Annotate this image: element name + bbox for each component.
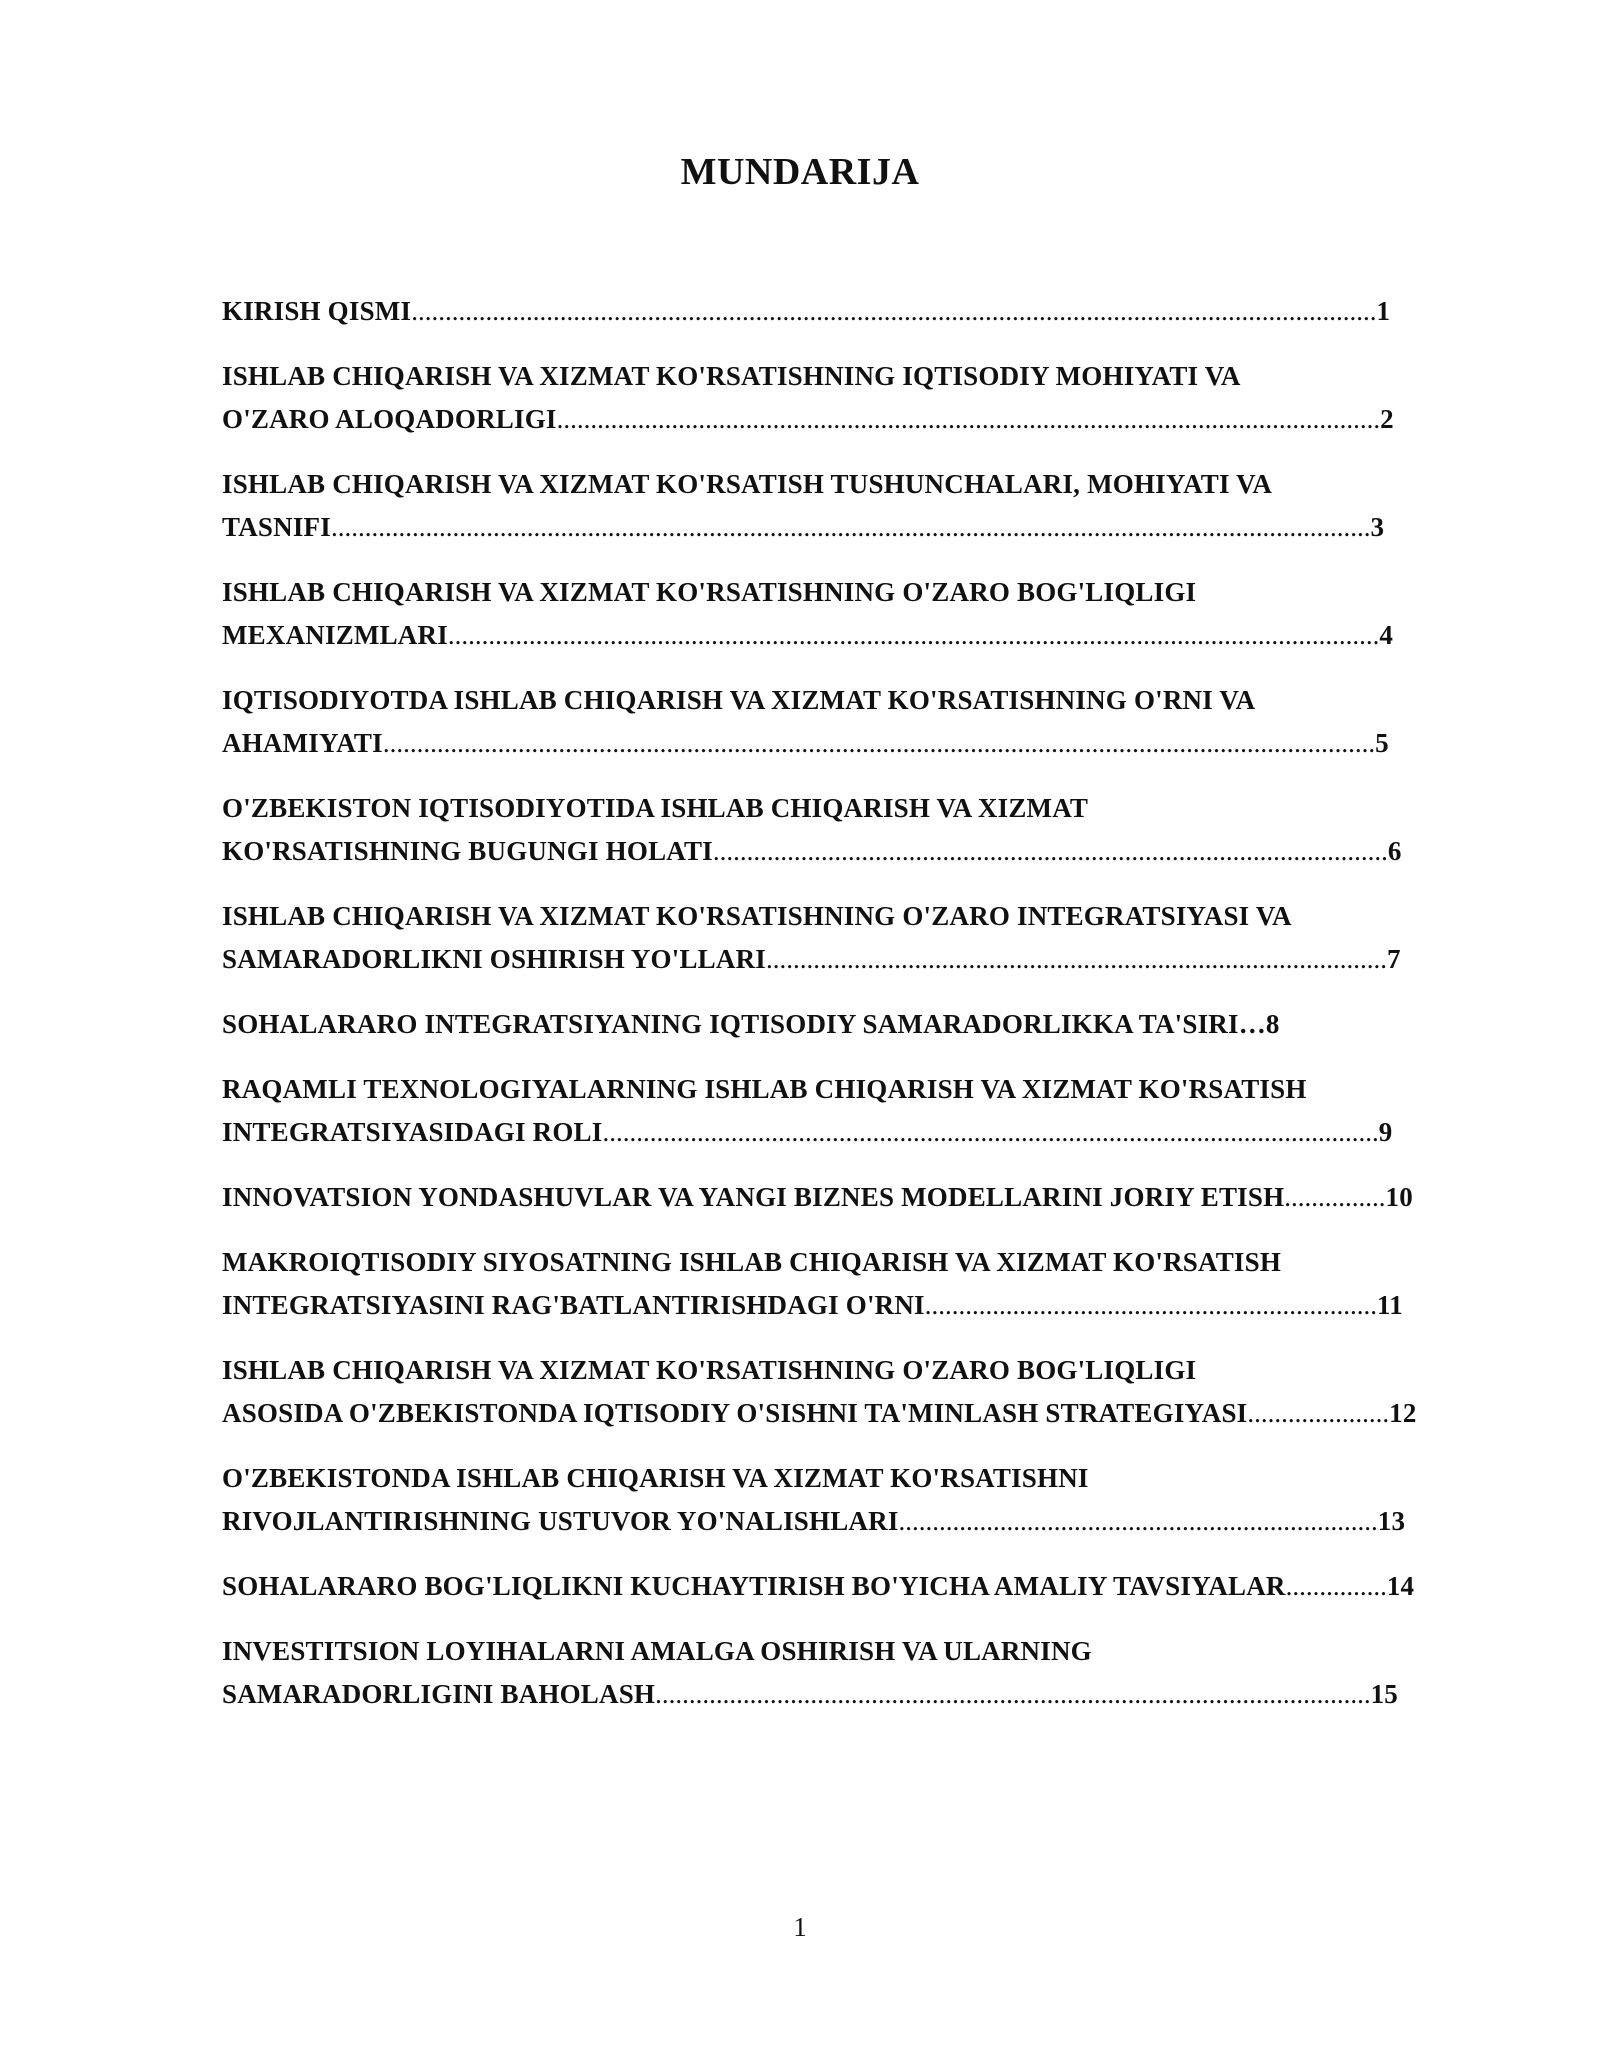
toc-entry-title: INNOVATSION YONDASHUVLAR VA YANGI BIZNES MODELLARINI JORIY ETISH [222, 1182, 1285, 1212]
toc-entry-title: ISHLAB CHIQARISH VA XIZMAT KO'RSATISH TUSHUNCHALARI, MOHIYATI VA [222, 469, 1273, 499]
toc-entry[interactable] [222, 571, 1444, 657]
toc-entry-title: INVESTITSION LOYIHALARNI AMALGA OSHIRISH VA ULARNING [222, 1636, 1092, 1666]
toc-entry[interactable] [222, 1457, 1444, 1543]
toc-dot-leader: ....................................................................... [898, 1506, 1378, 1536]
toc-entry-title-continued: ASOSIDA O'ZBEKISTONDA IQTISODIY O'SISHNI TA'MINLASH STRATEGIYASI [222, 1398, 1248, 1428]
toc-entry[interactable] [222, 1630, 1444, 1716]
toc-entry-title: O'ZBEKISTON IQTISODIYOTIDA ISHLAB CHIQARISH VA XIZMAT [222, 793, 1089, 823]
toc-entry[interactable] [222, 679, 1444, 765]
toc-entry[interactable] [222, 1003, 1444, 1046]
toc-page-number: 2 [1380, 404, 1394, 434]
toc-entry[interactable] [222, 463, 1444, 549]
toc-entry-title [222, 1003, 1444, 1046]
toc-entry-title [222, 1176, 1444, 1219]
toc-entry-title-continued: MEXANIZMLARI [222, 620, 448, 650]
table-of-contents [222, 290, 1444, 1738]
toc-entry-title: ISHLAB CHIQARISH VA XIZMAT KO'RSATISHNING O'ZARO INTEGRATSIYASI VA [222, 901, 1292, 931]
toc-entry[interactable] [222, 1565, 1444, 1608]
toc-entry[interactable] [222, 787, 1444, 873]
toc-page-number: 6 [1387, 836, 1402, 866]
toc-dot-leader: .......................................................................................................... [655, 1679, 1371, 1709]
toc-dot-leader: ............... [1285, 1571, 1387, 1601]
toc-dot-leader: .................................................................................................... [712, 836, 1388, 866]
toc-entry-title: IQTISODIYOTDA ISHLAB CHIQARISH VA XIZMAT KO'RSATISHNING O'RNI VA [222, 685, 1256, 715]
toc-page-number: 12 [1389, 1398, 1417, 1428]
toc-entry-title [222, 1565, 1444, 1608]
toc-dot-leader: ............... [1284, 1182, 1386, 1212]
toc-entry-title: ISHLAB CHIQARISH VA XIZMAT KO'RSATISHNING O'ZARO BOG'LIQLIGI [222, 1355, 1197, 1385]
toc-entry-title [222, 290, 1444, 333]
toc-page-number: 14 [1386, 1571, 1415, 1601]
toc-entry-title-continued: SAMARADORLIKNI OSHIRISH YO'LLARI [222, 944, 766, 974]
toc-page-number: 10 [1385, 1182, 1413, 1212]
toc-entry-title: SOHALARARO INTEGRATSIYANING IQTISODIY SAMARADORLIKKA TA'SIRI… [222, 1009, 1266, 1039]
toc-dot-leader: .......................................................................................................................................... [447, 620, 1380, 650]
toc-page-number: 15 [1370, 1679, 1399, 1709]
toc-dot-leader: ................................................................... [924, 1290, 1378, 1320]
toc-page-number: 5 [1375, 728, 1389, 758]
toc-entry[interactable] [222, 1176, 1444, 1219]
toc-entry-title-continued: O'ZARO ALOQADORLIGI [222, 404, 557, 434]
toc-dot-leader: .......................................................................................................................... [556, 404, 1381, 434]
toc-entry-title: ISHLAB CHIQARISH VA XIZMAT KO'RSATISHNING IQTISODIY MOHIYATI VA [222, 361, 1241, 391]
toc-page-number: 7 [1387, 944, 1401, 974]
toc-page-number: 8 [1265, 1009, 1280, 1039]
toc-page-number: 1 [1376, 296, 1391, 326]
toc-entry-title: SOHALARARO BOG'LIQLIKNI KUCHAYTIRISH BO'YICHA AMALIY TAVSIYALAR [222, 1571, 1286, 1601]
toc-entry-title-continued: INTEGRATSIYASINI RAG'BATLANTIRISHDAGI O'RNI [222, 1290, 925, 1320]
toc-entry-title-continued: KO'RSATISHNING BUGUNGI HOLATI [222, 836, 713, 866]
toc-dot-leader: ..................... [1247, 1398, 1390, 1428]
toc-dot-leader: ................................................................................................................................................... [382, 728, 1376, 758]
toc-page-number: 13 [1377, 1506, 1406, 1536]
page-title: MUNDARIJA [680, 151, 920, 193]
toc-entry-title-continued: AHAMIYATI [222, 728, 383, 758]
toc-entry[interactable] [222, 1068, 1444, 1154]
toc-dot-leader: ................................................................................................................... [602, 1117, 1379, 1147]
toc-entry[interactable] [222, 290, 1444, 333]
toc-entry-title-continued: SAMARADORLIGINI BAHOLASH [222, 1679, 656, 1709]
toc-entry[interactable] [222, 1349, 1444, 1435]
toc-entry-title: KIRISH QISMI [222, 296, 412, 326]
toc-entry-title: MAKROIQTISODIY SIYOSATNING ISHLAB CHIQARISH VA XIZMAT KO'RSATISH [222, 1247, 1282, 1277]
toc-entry-title: ISHLAB CHIQARISH VA XIZMAT KO'RSATISHNING O'ZARO BOG'LIQLIGI [222, 577, 1197, 607]
toc-page-number: 4 [1379, 620, 1394, 650]
toc-page-number: 3 [1370, 512, 1385, 542]
toc-entry[interactable] [222, 355, 1444, 441]
toc-dot-leader: .......................................................................................................................................................... [330, 512, 1371, 542]
toc-entry-title-continued: TASNIFI [222, 512, 331, 542]
toc-entry-title: O'ZBEKISTONDA ISHLAB CHIQARISH VA XIZMAT KO'RSATISHNI [222, 1463, 1089, 1493]
page-number: 1 [793, 1912, 807, 1942]
toc-dot-leader: ............................................................................................................................................... [411, 296, 1377, 326]
toc-entry-title-continued: INTEGRATSIYASIDAGI ROLI [222, 1117, 603, 1147]
toc-page-number: 9 [1378, 1117, 1393, 1147]
toc-dot-leader: ............................................................................................ [766, 944, 1387, 974]
toc-entry-title: RAQAMLI TEXNOLOGIYALARNING ISHLAB CHIQARISH VA XIZMAT KO'RSATISH [222, 1074, 1307, 1104]
toc-page-number: 11 [1377, 1290, 1403, 1320]
toc-entry-title-continued: RIVOJLANTIRISHNING USTUVOR YO'NALISHLARI [222, 1506, 899, 1536]
toc-entry[interactable] [222, 1241, 1444, 1327]
toc-entry[interactable] [222, 895, 1444, 981]
